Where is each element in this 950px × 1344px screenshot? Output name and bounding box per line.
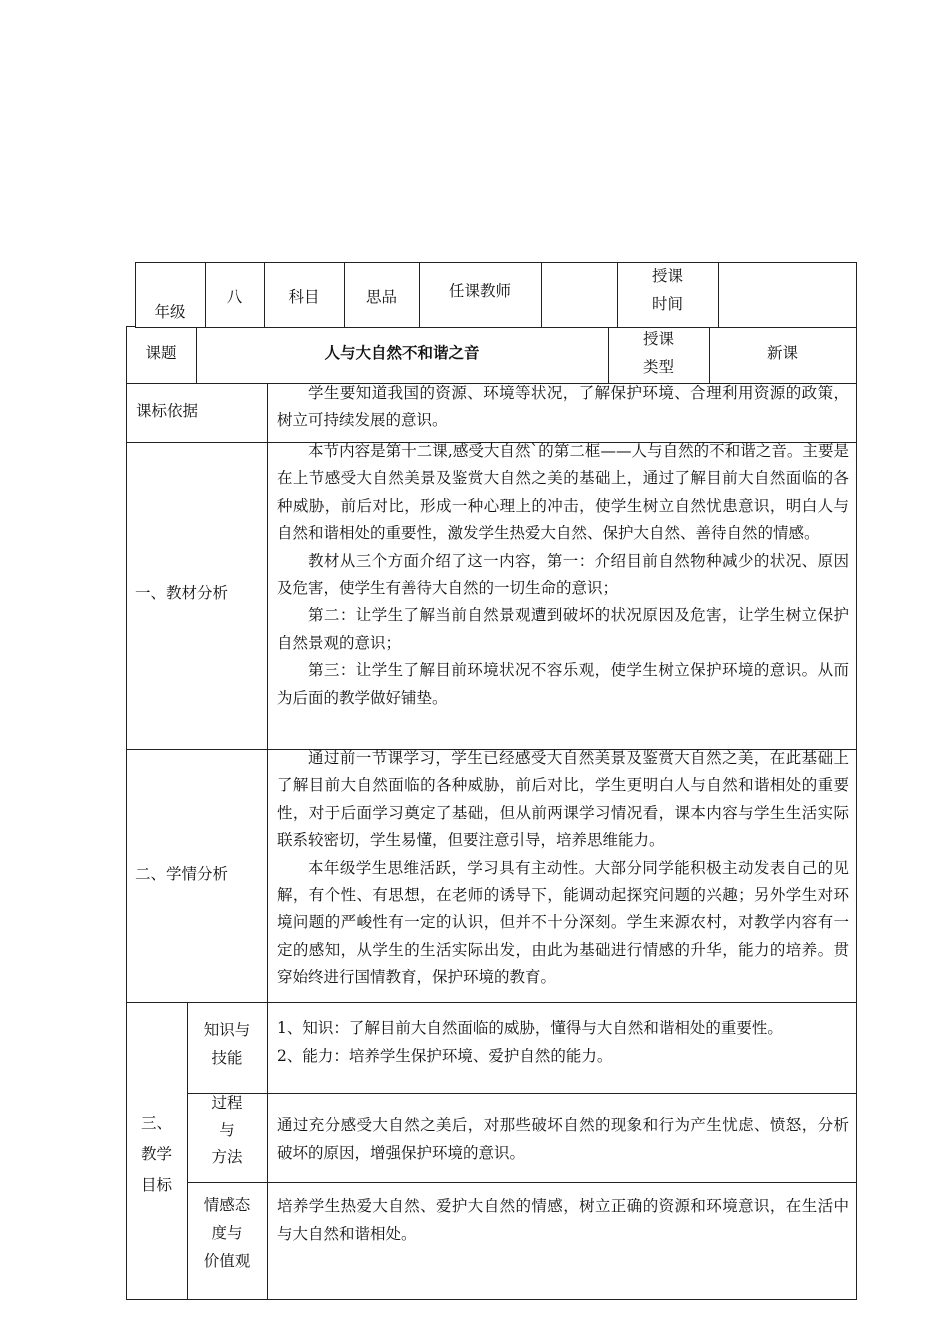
- knowledge-text: [277, 1014, 849, 1070]
- standard-text: 学生要知道我国的资源、环境等状况，了解保护环境、合理利用资源的政策，树立可持续发展的意识。: [277, 384, 849, 430]
- process-label: 过程 与 方法: [211, 1094, 243, 1166]
- goals-label: 三、 教学 目标: [140, 1114, 172, 1194]
- subject-label: 科目: [288, 288, 320, 306]
- knowledge-line: 1、知识：了解目前大自然面临的威胁，懂得与大自然和谐相处的重要性。: [277, 1019, 783, 1037]
- type-label-2: 类型: [642, 358, 674, 376]
- material-paragraph: 教材从三个方面介绍了这一内容，第一：介绍目前自然物种减少的状况、原因及危害，使学生有善待大自然的一切生命的意识；: [277, 551, 849, 598]
- time-label-2: 时间: [651, 295, 683, 313]
- process-text: 通过充分感受大自然之美后，对那些破坏自然的现象和行为产生忧虑、愤怒，分析破坏的原因，增强保护环境的意识。: [277, 1116, 849, 1162]
- emotion-label: 情感态 度与 价值观: [203, 1196, 251, 1270]
- time-label-1: 授课: [651, 267, 683, 285]
- students-paragraph: 本年级学生思维活跃，学习具有主动性。大部分同学能积极主动发表自己的见解，有个性、有思想，在老师的诱导下，能调动起探究问题的兴趣；另外学生对环境问题的严峻性有一定的认识，但并不十分深刻。学生来源农村，对教学内容有一定的感知，从学生的生活实际出发，由此为基础进行情感的升华，能力的培养。贯穿始终进行国情教育，保护环境的教育。: [277, 858, 849, 987]
- students-label: 二、学情分析: [135, 865, 229, 883]
- emotion-text: 培养学生热爱大自然、爱护大自然的情感，树立正确的资源和环境意识，在生活中与大自然和谐相处。: [277, 1197, 849, 1243]
- grade-label: 年级: [154, 303, 186, 321]
- topic-title: 人与大自然不和谐之音: [324, 343, 480, 362]
- knowledge-label: 知识与 技能: [203, 1021, 251, 1067]
- topic-label: 课题: [145, 344, 177, 362]
- teacher-label: 任课教师: [448, 282, 511, 300]
- subject-value: 思品: [365, 288, 397, 306]
- material-label: 一、教材分析: [135, 584, 229, 602]
- type-value: 新课: [766, 344, 798, 362]
- students-text: [0, 745, 849, 992]
- students-paragraph: 通过前一节课学习，学生已经感受大自然美景及鉴赏大自然之美，在此基础上了解目前大自然面临的各种威胁，前后对比，学生更明白人与自然和谐相处的重要性，对于后面学习奠定了基础，但从前两课学习情况看，课本内容与学生生活实际联系较密切，学生易懂，但要注意引导，培养思维能力。: [277, 749, 849, 850]
- material-text: [0, 438, 849, 712]
- material-paragraph: 第三：让学生了解目前环境状况不容乐观，使学生树立保护环境的意识。从而为后面的教学做好铺垫。: [277, 661, 849, 707]
- standard-label: 课标依据: [136, 402, 199, 420]
- type-label-1: 授课: [642, 330, 674, 348]
- material-paragraph: 第二：让学生了解当前自然景观遭到破坏的状况原因及危害，让学生树立保护自然景观的意识；: [277, 606, 849, 652]
- grade-value: 八: [226, 288, 243, 306]
- material-paragraph: 本节内容是第十二课,感受大自然`的第二框——人与自然的不和谐之音。主要是在上节感受大自然美景及鉴赏大自然之美的基础上，通过了解目前大自然面临的各种威胁，前后对比，形成一种心理上的冲击，使学生树立自然忧患意识，明白人与自然和谐相处的重要性，激发学生热爱大自然、保护大自然、善待自然的情感。: [277, 442, 849, 543]
- knowledge-line: 2、能力：培养学生保护环境、爱护自然的能力。: [277, 1047, 613, 1065]
